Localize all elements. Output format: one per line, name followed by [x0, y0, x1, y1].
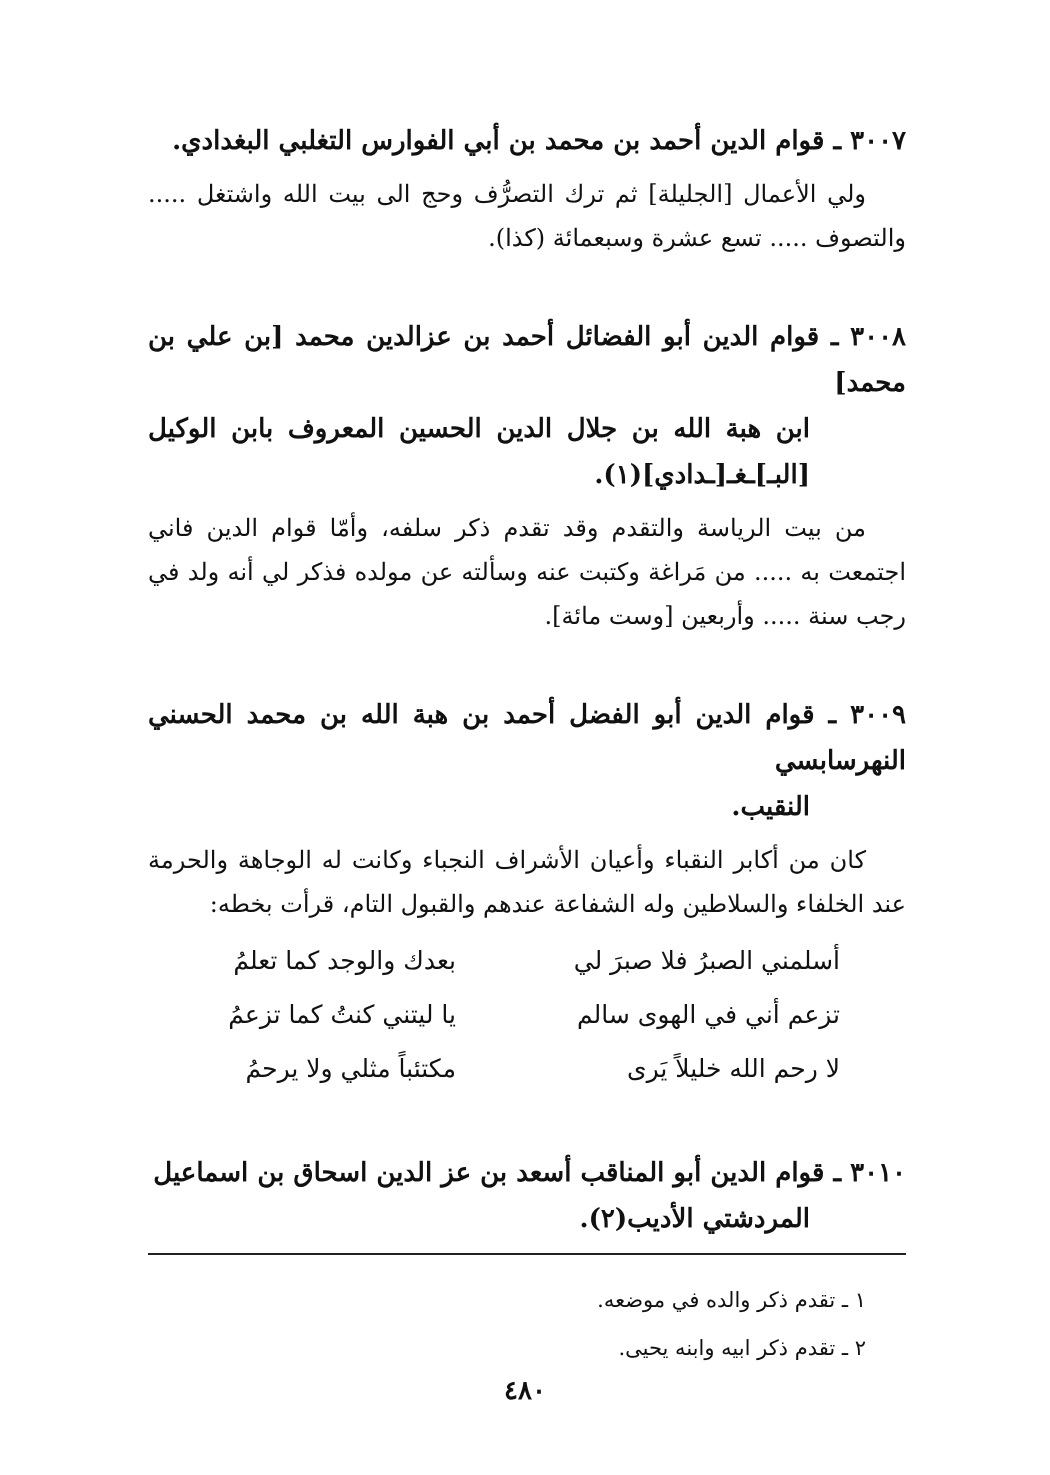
poem-first-hemistich: أسلمني الصبرُ فلا صبرَ لي	[573, 946, 840, 975]
poem-second-hemistich: يا ليتني كنتُ كما تزعمُ	[228, 1000, 456, 1029]
entry-title	[148, 314, 906, 498]
entry-title-line1: ٣٠١٠ ـ قوام الدين أبو المناقب أسعد بن عز الدين اسحاق بن اسماعيل	[153, 1158, 906, 1188]
entry-title-line1: ٣٠٠٨ ـ قوام الدين أبو الفضائل أحمد بن عزالدين محمد [بن علي بن محمد]	[148, 322, 906, 398]
entry-title	[148, 692, 906, 830]
entry-title-line2: ابن هبة الله بن جلال الدين الحسين المعروف بابن الوكيل [البـ]ـغـ[ـدادي](١).	[148, 414, 810, 490]
entry-3010	[148, 1150, 906, 1242]
entry-title-line1: ٣٠٠٩ ـ قوام الدين أبو الفضل أحمد بن هبة الله بن محمد الحسني النهرسابسي	[148, 700, 906, 776]
entry-3009	[148, 692, 906, 1096]
entry-body: ولي الأعمال [الجليلة] ثم ترك التصرُّف وحج الى بيت الله واشتغل ..... والتصوف ..... تسع عشرة وسبعمائة (كذا).	[148, 180, 906, 252]
footnotes	[148, 1276, 906, 1372]
entry-title-line2: المردشتي الأديب(٢).	[579, 1204, 810, 1234]
poem-first-hemistich: تزعم أني في الهوى سالم	[576, 1000, 840, 1029]
poem	[148, 934, 906, 1096]
entry-3007	[148, 118, 906, 260]
page-number: ٤٨٠	[504, 1376, 546, 1406]
poem-verse	[148, 988, 906, 1042]
poem-second-hemistich: بعدك والوجد كما تعلمُ	[233, 946, 456, 975]
poem-verse	[148, 934, 906, 988]
entry-title	[148, 1150, 906, 1242]
poem-verse	[148, 1042, 906, 1096]
entry-title-line2: النقيب.	[731, 792, 810, 822]
poem-first-hemistich: لا رحم الله خليلاً يَرى	[627, 1054, 840, 1083]
poem-second-hemistich: مكتئباً مثلي ولا يرحمُ	[245, 1054, 456, 1083]
page-content	[148, 118, 906, 1296]
entry-body: كان من أكابر النقباء وأعيان الأشراف النجباء وكانت له الوجاهة والحرمة عند الخلفاء والسلاطين وله الشفاعة عندهم والقبول التام، قرأت بخطه:	[148, 846, 906, 918]
footnote-divider	[148, 1253, 906, 1255]
entry-title: ٣٠٠٧ ـ قوام الدين أحمد بن محمد بن أبي الفوارس التغلبي البغدادي.	[172, 126, 906, 156]
entry-body: من بيت الرياسة والتقدم وقد تقدم ذكر سلفه، وأمّا قوام الدين فاني اجتمعت به ..... من مَراغة وكتبت عنه وسألته عن مولده فذكر لي أنه ولد في رجب سنة ..... وأربعين [وست مائة].	[148, 514, 906, 630]
footnote: ٢ ـ تقدم ذكر ابيه وابنه يحيى.	[618, 1336, 866, 1360]
footnote: ١ ـ تقدم ذكر والده في موضعه.	[597, 1288, 866, 1312]
entry-3008	[148, 314, 906, 638]
